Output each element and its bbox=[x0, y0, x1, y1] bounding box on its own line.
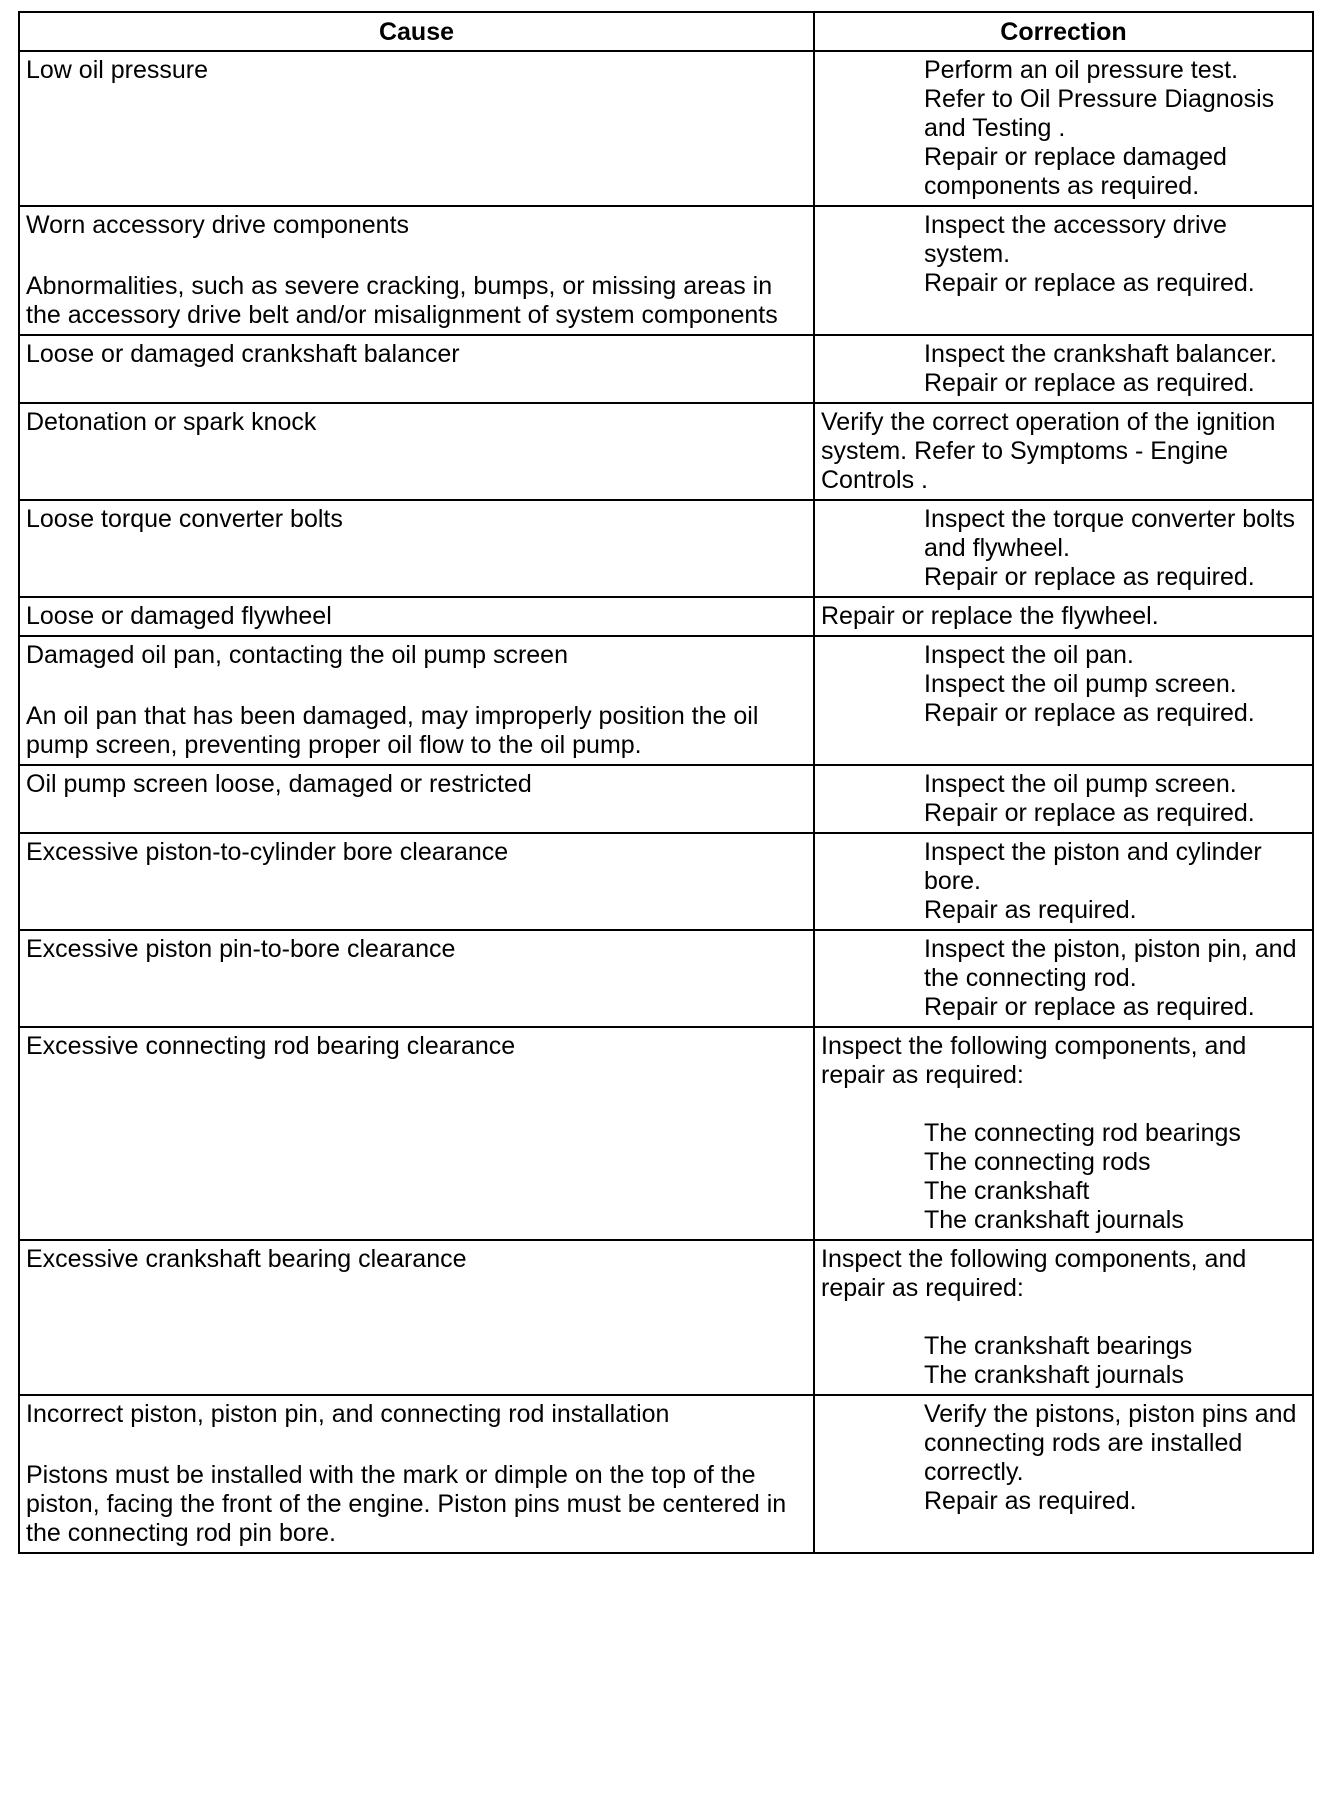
table-row bbox=[19, 500, 1313, 597]
correction-line: Repair as required. bbox=[924, 896, 1137, 924]
correction-intro: Inspect the following components, and repair as required: bbox=[821, 1245, 1247, 1302]
correction-line: Inspect the oil pump screen. bbox=[924, 770, 1237, 798]
cause-cell bbox=[19, 500, 814, 597]
table-row bbox=[19, 930, 1313, 1027]
table-row bbox=[19, 335, 1313, 403]
correction-header: Correction bbox=[814, 12, 1313, 51]
correction-cell bbox=[814, 765, 1313, 833]
table-row bbox=[19, 51, 1313, 206]
correction-line: Repair as required. bbox=[924, 1487, 1137, 1515]
correction-cell bbox=[814, 335, 1313, 403]
cause-cell bbox=[19, 930, 814, 1027]
cause-cell bbox=[19, 765, 814, 833]
correction-intro: Repair or replace the flywheel. bbox=[821, 602, 1159, 630]
cause-text: Excessive piston-to-cylinder bore clearance bbox=[26, 838, 509, 866]
cause-text: Oil pump screen loose, damaged or restricted bbox=[26, 770, 532, 798]
correction-line: Perform an oil pressure test. Refer to Oil Pressure Diagnosis and Testing . bbox=[924, 56, 1275, 142]
correction-cell bbox=[814, 597, 1313, 636]
correction-line: Repair or replace as required. bbox=[924, 993, 1255, 1021]
table-row bbox=[19, 833, 1313, 930]
cause-text: Damaged oil pan, contacting the oil pump screen bbox=[26, 641, 568, 669]
cause-cell bbox=[19, 206, 814, 335]
header-row bbox=[19, 12, 1313, 51]
cause-note: Pistons must be installed with the mark or dimple on the top of the piston, facing the front of the engine. Piston pins must be centered in the connecting rod pin bore. bbox=[26, 1461, 787, 1547]
correction-list-item: The connecting rod bearings bbox=[924, 1119, 1241, 1147]
cause-cell bbox=[19, 335, 814, 403]
correction-line: Inspect the oil pan. bbox=[924, 641, 1134, 669]
cause-header: Cause bbox=[19, 12, 814, 51]
cause-note: An oil pan that has been damaged, may improperly position the oil pump screen, preventing proper oil flow to the oil pump. bbox=[26, 702, 759, 759]
cause-text: Loose or damaged crankshaft balancer bbox=[26, 340, 460, 368]
cause-cell bbox=[19, 403, 814, 500]
correction-cell bbox=[814, 930, 1313, 1027]
table-row bbox=[19, 765, 1313, 833]
correction-line: Repair or replace as required. bbox=[924, 799, 1255, 827]
cause-text: Excessive crankshaft bearing clearance bbox=[26, 1245, 467, 1273]
cause-cell bbox=[19, 833, 814, 930]
correction-list-item: The crankshaft journals bbox=[924, 1206, 1184, 1234]
correction-cell bbox=[814, 636, 1313, 765]
correction-intro: Verify the correct operation of the ignition system. Refer to Symptoms - Engine Controls . bbox=[821, 408, 1276, 494]
correction-line: Repair or replace damaged components as required. bbox=[924, 143, 1227, 200]
table-row bbox=[19, 1027, 1313, 1240]
cause-note: Abnormalities, such as severe cracking, bumps, or missing areas in the accessory drive belt and/or misalignment of system components bbox=[26, 272, 778, 329]
cause-cell bbox=[19, 636, 814, 765]
correction-list-item: The crankshaft bbox=[924, 1177, 1090, 1205]
correction-cell bbox=[814, 1240, 1313, 1395]
cause-cell bbox=[19, 1027, 814, 1240]
correction-line: Inspect the oil pump screen. bbox=[924, 670, 1237, 698]
cause-text: Excessive connecting rod bearing clearance bbox=[26, 1032, 516, 1060]
table-row bbox=[19, 1240, 1313, 1395]
correction-cell bbox=[814, 500, 1313, 597]
cause-text: Loose torque converter bolts bbox=[26, 505, 343, 533]
correction-cell bbox=[814, 206, 1313, 335]
cause-text: Detonation or spark knock bbox=[26, 408, 317, 436]
correction-line: Repair or replace as required. bbox=[924, 369, 1255, 397]
cause-text: Excessive piston pin-to-bore clearance bbox=[26, 935, 456, 963]
table-row bbox=[19, 636, 1313, 765]
cause-cell bbox=[19, 1240, 814, 1395]
correction-cell bbox=[814, 833, 1313, 930]
correction-intro: Inspect the following components, and repair as required: bbox=[821, 1032, 1247, 1089]
correction-line: Inspect the crankshaft balancer. bbox=[924, 340, 1277, 368]
cause-text: Loose or damaged flywheel bbox=[26, 602, 332, 630]
correction-list-item: The connecting rods bbox=[924, 1148, 1151, 1176]
correction-line: Inspect the piston, piston pin, and the connecting rod. bbox=[924, 935, 1297, 992]
correction-cell bbox=[814, 1027, 1313, 1240]
correction-list-item: The crankshaft journals bbox=[924, 1361, 1184, 1389]
diagnostic-table bbox=[18, 11, 1314, 1554]
correction-cell bbox=[814, 403, 1313, 500]
cause-cell bbox=[19, 597, 814, 636]
correction-cell bbox=[814, 51, 1313, 206]
table-row bbox=[19, 1395, 1313, 1553]
correction-line: Repair or replace as required. bbox=[924, 269, 1255, 297]
correction-line: Inspect the piston and cylinder bore. bbox=[924, 838, 1262, 895]
cause-cell bbox=[19, 51, 814, 206]
correction-cell bbox=[814, 1395, 1313, 1553]
correction-line: Inspect the accessory drive system. bbox=[924, 211, 1227, 268]
correction-line: Repair or replace as required. bbox=[924, 563, 1255, 591]
correction-list-item: The crankshaft bearings bbox=[924, 1332, 1193, 1360]
cause-cell bbox=[19, 1395, 814, 1553]
table-row bbox=[19, 206, 1313, 335]
table-row bbox=[19, 597, 1313, 636]
correction-line: Repair or replace as required. bbox=[924, 699, 1255, 727]
cause-text: Incorrect piston, piston pin, and connecting rod installation bbox=[26, 1400, 670, 1428]
cause-text: Low oil pressure bbox=[26, 56, 209, 84]
correction-line: Inspect the torque converter bolts and flywheel. bbox=[924, 505, 1296, 562]
correction-line: Verify the pistons, piston pins and connecting rods are installed correctly. bbox=[924, 1400, 1297, 1486]
cause-text: Worn accessory drive components bbox=[26, 211, 410, 239]
table-row bbox=[19, 403, 1313, 500]
